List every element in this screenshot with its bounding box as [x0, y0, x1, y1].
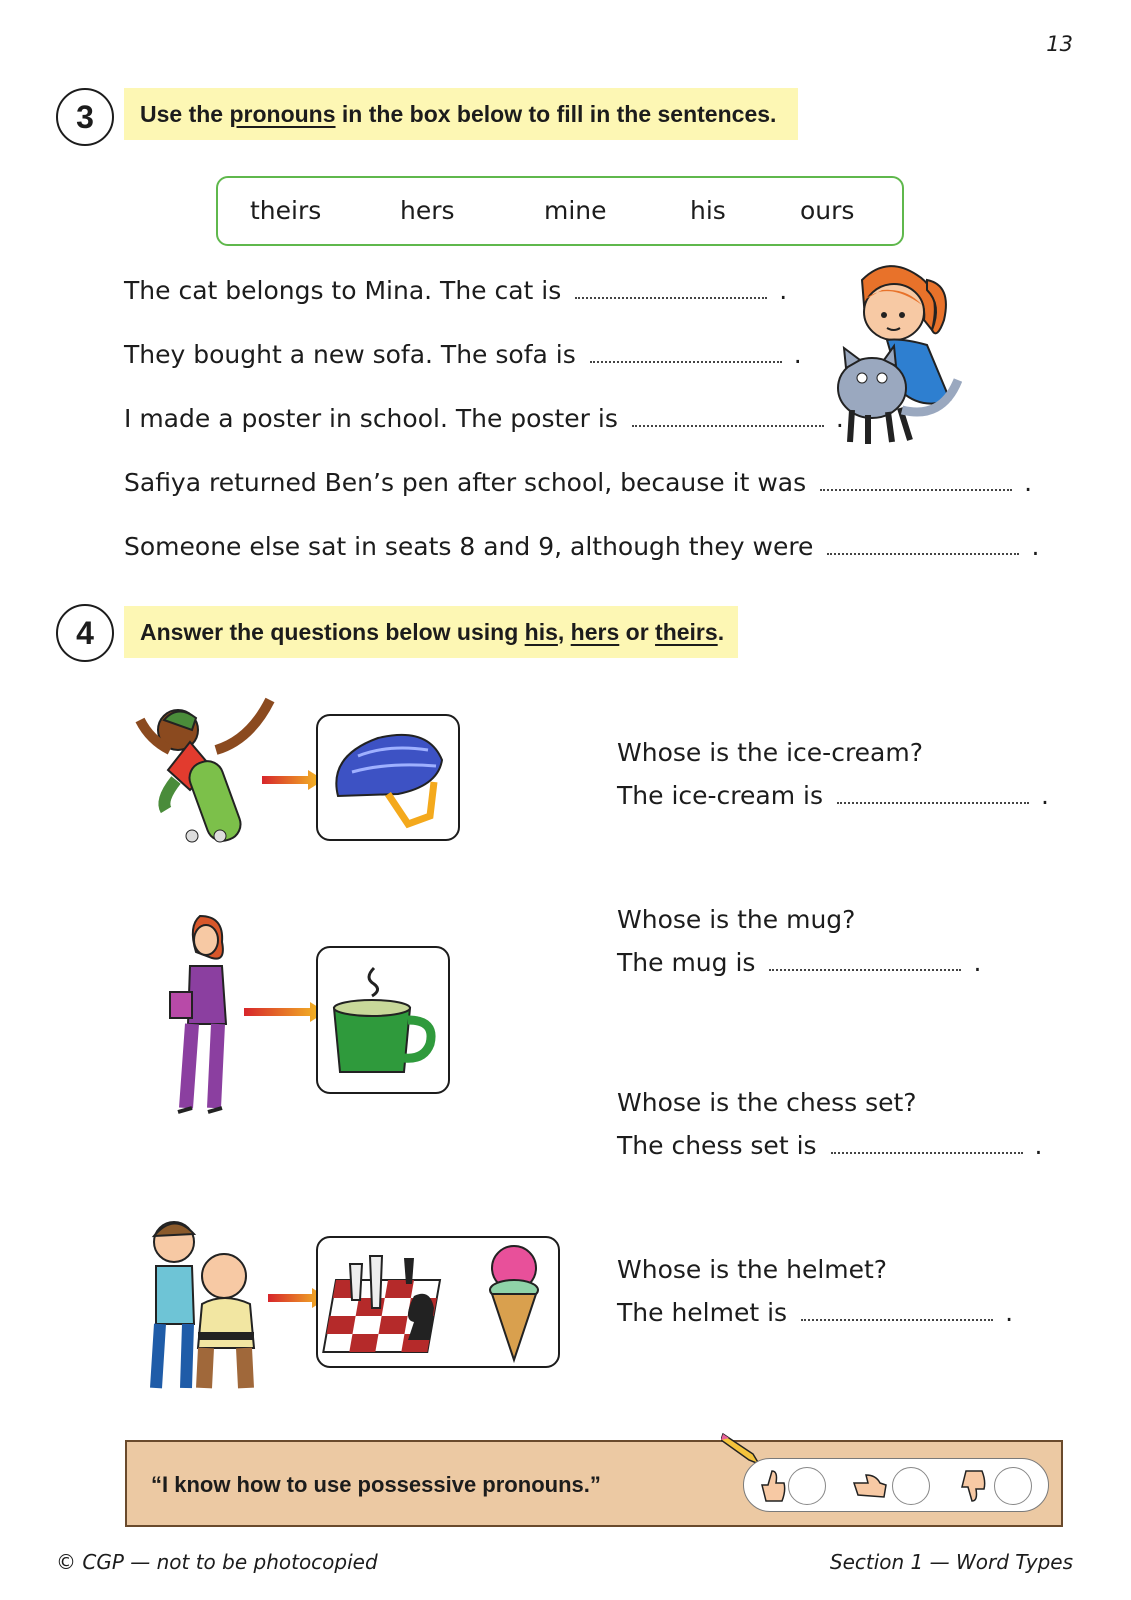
thumbs-down-icon	[958, 1469, 986, 1503]
period: .	[1024, 468, 1033, 497]
word-mine: mine	[544, 196, 607, 225]
confidence-rating	[743, 1458, 1049, 1512]
skateboarder-illustration	[120, 690, 280, 850]
instr-3-post: in the box below to fill in the sentences.	[335, 100, 777, 127]
instr-4-theirs: theirs	[655, 618, 718, 645]
question-item-1	[617, 738, 1049, 810]
helmet-icon	[318, 716, 458, 839]
answer-blank-q4-3[interactable]	[831, 1136, 1023, 1154]
instr-4-sep1: ,	[557, 618, 571, 645]
mug-picture-box	[316, 946, 450, 1094]
tick-circle-poor[interactable]	[994, 1467, 1032, 1505]
word-theirs: theirs	[250, 196, 322, 225]
answer-blank-q4-2[interactable]	[769, 953, 961, 971]
helmet-picture-box	[316, 714, 460, 841]
answer-2-prefix: The mug is	[617, 948, 756, 977]
woman-illustration	[160, 912, 250, 1122]
thumbs-up-icon	[758, 1469, 786, 1503]
tick-circle-ok[interactable]	[892, 1467, 930, 1505]
period: .	[793, 340, 802, 369]
question-3-text: Whose is the chess set?	[617, 1088, 917, 1117]
sentence-4-text: Safiya returned Ben’s pen after school, because it was	[124, 468, 807, 497]
answer-blank-3[interactable]	[632, 409, 824, 427]
thumbs-sideways-icon	[852, 1473, 888, 1499]
answer-blank-q4-1[interactable]	[837, 786, 1029, 804]
question-item-4	[617, 1255, 1013, 1327]
word-hers: hers	[400, 196, 455, 225]
answer-3-prefix: The chess set is	[617, 1131, 817, 1160]
copyright-footer: © CGP — not to be photocopied	[56, 1550, 378, 1574]
self-assessment-statement: “I know how to use possessive pronouns.”	[151, 1472, 601, 1497]
word-ours: ours	[800, 196, 855, 225]
chess-and-icecream-picture-box	[316, 1236, 560, 1368]
period: .	[1005, 1298, 1014, 1327]
answer-blank-2[interactable]	[590, 345, 782, 363]
word-his: his	[690, 196, 726, 225]
section-footer: Section 1 — Word Types	[829, 1550, 1073, 1574]
sentence-1-text: The cat belongs to Mina. The cat is	[124, 276, 562, 305]
period: .	[1031, 532, 1040, 561]
question-1-text: Whose is the ice-cream?	[617, 738, 923, 767]
answer-blank-1[interactable]	[575, 281, 767, 299]
self-assessment-box	[125, 1440, 1063, 1527]
sentence-3-text: I made a poster in school. The poster is	[124, 404, 618, 433]
instr-4-sep2: or	[619, 618, 656, 645]
sentence-2	[124, 340, 802, 369]
instr-4-pre: Answer the questions below using	[140, 618, 525, 645]
question-4-number: 4	[56, 604, 114, 662]
period: .	[1034, 1131, 1043, 1160]
question-item-2	[617, 905, 981, 977]
pronoun-word-box	[216, 176, 904, 246]
answer-blank-q4-4[interactable]	[801, 1303, 993, 1321]
sentence-5	[124, 532, 1039, 561]
instr-4-his: his	[524, 618, 558, 645]
answer-4-prefix: The helmet is	[617, 1298, 788, 1327]
instr-4-post: .	[717, 618, 725, 645]
girl-with-cat-illustration	[832, 260, 962, 450]
tick-circle-good[interactable]	[788, 1467, 826, 1505]
period: .	[973, 948, 982, 977]
sentence-5-text: Someone else sat in seats 8 and 9, although they were	[124, 532, 814, 561]
sentence-1	[124, 276, 787, 305]
sentence-4	[124, 468, 1032, 497]
mug-icon	[318, 948, 448, 1092]
question-2-text: Whose is the mug?	[617, 905, 856, 934]
period: .	[1040, 781, 1049, 810]
instr-4-hers: hers	[570, 618, 620, 645]
period: .	[835, 404, 844, 433]
sentence-3	[124, 404, 844, 433]
question-item-3	[617, 1088, 1043, 1160]
answer-blank-4[interactable]	[820, 473, 1012, 491]
question-3-instruction	[124, 88, 798, 140]
two-men-illustration	[138, 1212, 270, 1402]
answer-1-prefix: The ice-cream is	[617, 781, 823, 810]
answer-blank-5[interactable]	[827, 537, 1019, 555]
question-4-text: Whose is the helmet?	[617, 1255, 888, 1284]
ice-cream-icon	[478, 1242, 558, 1366]
sentence-2-text: They bought a new sofa. The sofa is	[124, 340, 576, 369]
instr-3-pre: Use the	[140, 100, 230, 127]
page-number: 13	[1046, 32, 1073, 56]
period: .	[779, 276, 788, 305]
question-3-number: 3	[56, 88, 114, 146]
question-4-instruction	[124, 606, 738, 658]
instr-3-pronouns: pronouns	[229, 100, 336, 127]
